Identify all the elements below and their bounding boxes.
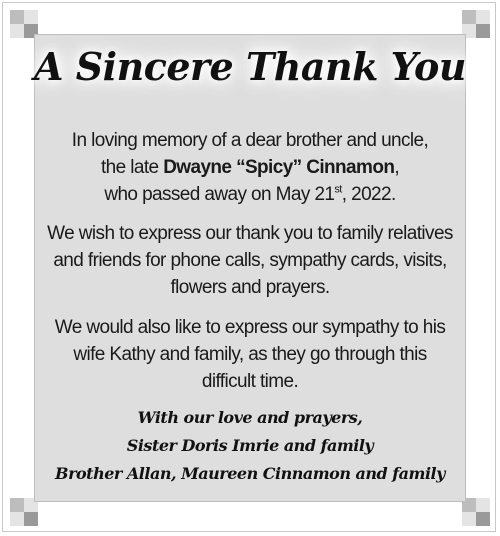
sympathy-paragraph xyxy=(40,314,460,395)
corner-ornament-bottom-right xyxy=(462,498,490,526)
corner-ornament-top-right xyxy=(462,10,490,38)
corner-ornament-bottom-left xyxy=(10,498,38,526)
deceased-name: Dwayne “Spicy” Cinnamon xyxy=(163,157,395,178)
sympathy-line-1: We would also like to express our sympathy to his xyxy=(54,317,446,338)
thanks-line-3: flowers and prayers. xyxy=(170,277,330,298)
signoff-line-1: With our love and prayers, xyxy=(137,408,363,427)
thanks-line-2: and friends for phone calls, sympathy cards, visits, xyxy=(53,250,447,271)
sympathy-line-2: wife Kathy and family, as they go through this xyxy=(73,344,427,365)
signoff xyxy=(40,404,460,488)
memorial-line-3: who passed away on May 21st, 2022. xyxy=(104,183,396,205)
signoff-line-2: Sister Doris Imrie and family xyxy=(126,436,374,455)
thanks-line-1: We wish to express our thank you to family relatives xyxy=(47,223,453,244)
signoff-line-3: Brother Allan, Maureen Cinnamon and family xyxy=(55,464,445,483)
sympathy-line-3: difficult time. xyxy=(201,371,299,392)
memorial-line-2: the late Dwayne “Spicy” Cinnamon, xyxy=(100,157,400,178)
thanks-paragraph xyxy=(40,220,460,301)
notice-title: A Sincere Thank You xyxy=(34,44,466,89)
memorial-line-1: In loving memory of a dear brother and uncle, xyxy=(71,130,429,151)
memorial-paragraph xyxy=(40,127,460,208)
